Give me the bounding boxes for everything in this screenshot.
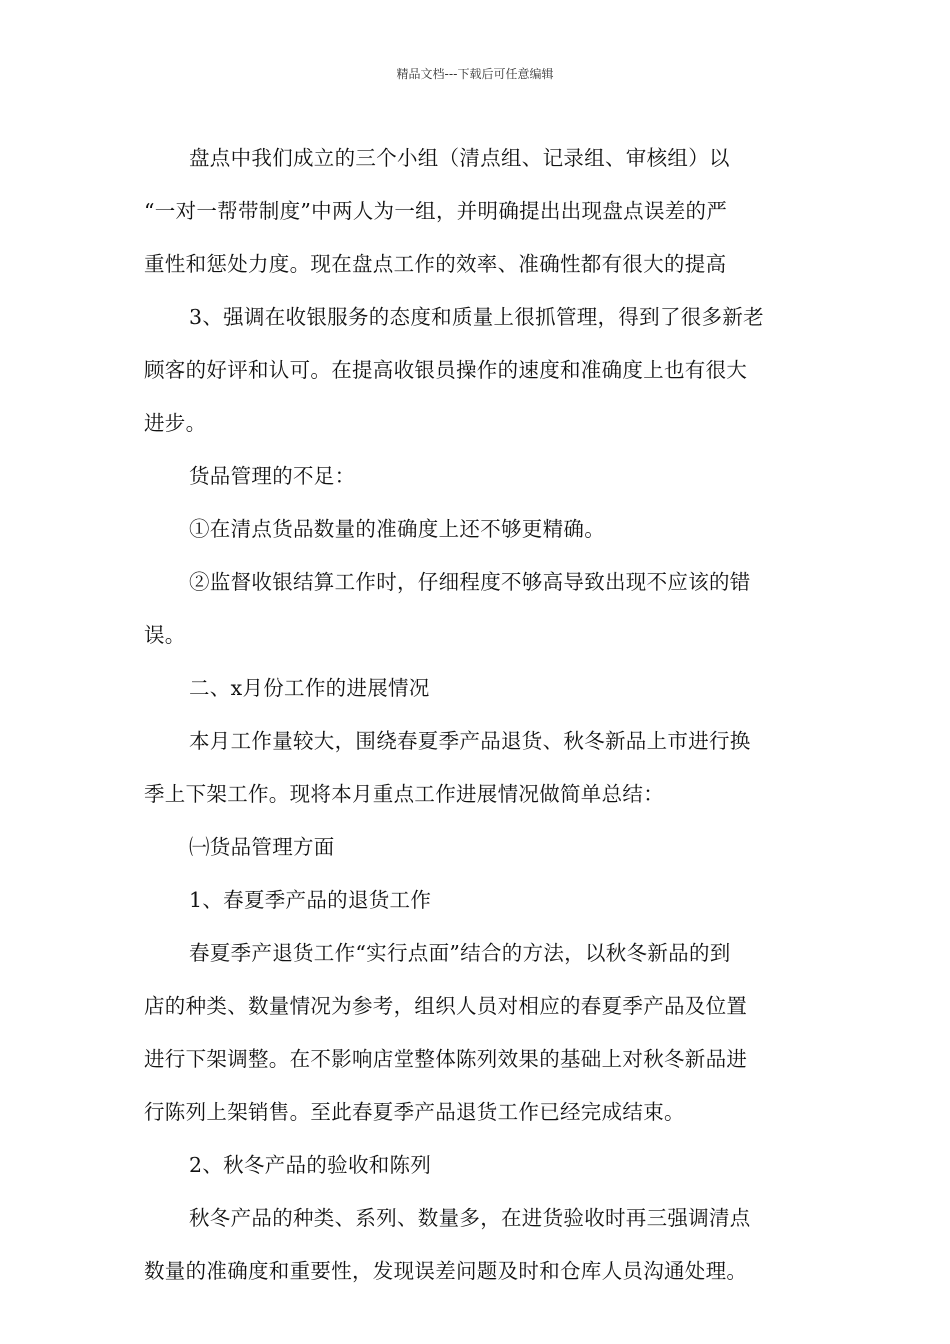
text-line: 二、x月份工作的进展情况: [189, 676, 430, 700]
text-line: 数量的准确度和重要性，发现误差问题及时和仓库人员沟通处理。: [144, 1259, 748, 1283]
paragraph: [144, 715, 808, 821]
text-line: 进步。: [144, 411, 207, 435]
text-line: 本月工作量较大，围绕春夏季产品退货、秋冬新品上市进行换: [189, 729, 751, 753]
page-header: 精品文档---下载后可任意编辑: [396, 67, 554, 81]
text-line: 2、秋冬产品的验收和陈列: [189, 1153, 432, 1177]
paragraph: [144, 1192, 808, 1298]
text-line: 3、强调在收银服务的态度和质量上很抓管理，得到了很多新老: [189, 305, 764, 329]
text-line: ①在清点货品数量的准确度上还不够更精确。: [189, 517, 605, 541]
paragraph: [144, 662, 808, 715]
text-line: 季上下架工作。现将本月重点工作进展情况做简单总结：: [144, 782, 664, 806]
text-line: 店的种类、数量情况为参考，组织人员对相应的春夏季产品及位置: [144, 994, 748, 1018]
text-line: 误。: [144, 623, 186, 647]
paragraph: [144, 450, 808, 503]
text-line: 春夏季产退货工作“实行点面”结合的方法，以秋冬新品的到: [189, 941, 731, 965]
text-line: 盘点中我们成立的三个小组（清点组、记录组、审核组）以: [189, 146, 730, 170]
text-line: 秋冬产品的种类、系列、数量多，在进货验收时再三强调清点: [189, 1206, 751, 1230]
document-body: [144, 132, 808, 1298]
paragraph: [144, 291, 808, 450]
text-line: 1、春夏季产品的退货工作: [189, 888, 432, 912]
text-line: 进行下架调整。在不影响店堂整体陈列效果的基础上对秋冬新品进: [144, 1047, 748, 1071]
paragraph: [144, 556, 808, 662]
text-line: 货品管理的不足：: [189, 464, 356, 488]
text-line: 行陈列上架销售。至此春夏季产品退货工作已经完成结束。: [144, 1100, 685, 1124]
paragraph: [144, 1139, 808, 1192]
text-line: ②监督收银结算工作时，仔细程度不够高导致出现不应该的错: [189, 570, 751, 594]
paragraph: [144, 821, 808, 874]
text-line: “一对一帮带制度”中两人为一组，并明确提出出现盘点误差的严: [144, 199, 728, 223]
paragraph: [144, 503, 808, 556]
paragraph: [144, 132, 808, 291]
paragraph: [144, 874, 808, 927]
paragraph: [144, 927, 808, 1139]
text-line: 顾客的好评和认可。在提高收银员操作的速度和准确度上也有很大: [144, 358, 748, 382]
text-line: 重性和惩处力度。现在盘点工作的效率、准确性都有很大的提高: [144, 252, 727, 276]
text-line: ㈠货品管理方面: [189, 835, 335, 859]
